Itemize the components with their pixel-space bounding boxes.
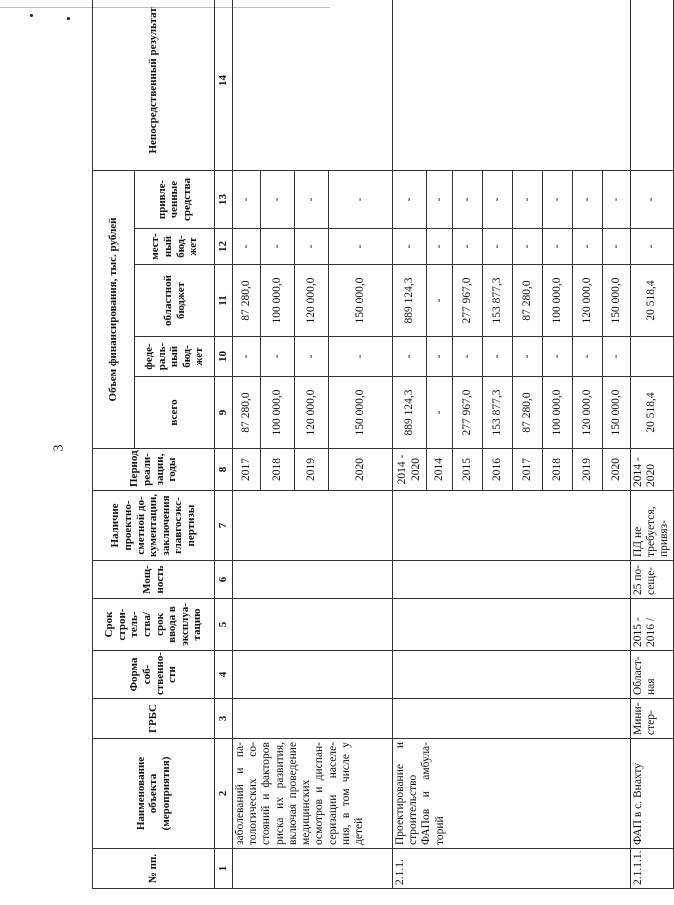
- year-cell: 2019: [295, 449, 329, 491]
- total-cell: 100 000,0: [543, 377, 573, 449]
- local-cell: -: [513, 229, 543, 265]
- local-cell: -: [603, 229, 631, 265]
- total-cell: 150 000,0: [603, 377, 631, 449]
- other-cell: -: [233, 170, 261, 228]
- federal-cell: -: [483, 337, 513, 377]
- col-number: 10: [215, 337, 233, 377]
- local-cell: -: [573, 229, 603, 265]
- header-term: Срок строительства/срок ввода в эксплуатацию: [93, 599, 215, 651]
- header-grbs: ГРБС: [93, 699, 215, 739]
- result-cell: [233, 0, 393, 170]
- financing-table: [92, 0, 674, 889]
- term-cell: [233, 599, 393, 651]
- year-cell: 2014 - 2020: [631, 449, 674, 491]
- local-cell: -: [393, 229, 427, 265]
- col-number: 8: [215, 449, 233, 491]
- regional-cell: 120 000,0: [573, 265, 603, 337]
- table-row: [393, 0, 427, 889]
- docs-cell: [233, 491, 393, 561]
- federal-cell: -: [295, 337, 329, 377]
- docs-cell: ПД не требуется, привяз-: [631, 491, 674, 561]
- year-cell: 2018: [261, 449, 295, 491]
- federal-cell: -: [261, 337, 295, 377]
- local-cell: -: [295, 229, 329, 265]
- header-num: № пп.: [93, 849, 215, 889]
- row-name-cell: Проектирование и строительство ФАПов и амбулаторий: [393, 739, 631, 849]
- capacity-cell: 25 посеще-: [631, 561, 674, 599]
- federal-cell: -: [543, 337, 573, 377]
- header-other: привлеченные средства: [135, 170, 215, 228]
- grbs-cell: [233, 699, 393, 739]
- term-cell: 2015 - 2016 /: [631, 599, 674, 651]
- col-number: 9: [215, 377, 233, 449]
- total-cell: 277 967,0: [453, 377, 483, 449]
- year-cell: 2016: [483, 449, 513, 491]
- regional-cell: -: [427, 265, 453, 337]
- column-number-row: [215, 0, 233, 889]
- year-cell: 2017: [513, 449, 543, 491]
- year-cell: 2019: [573, 449, 603, 491]
- total-cell: 120 000,0: [573, 377, 603, 449]
- header-docs: Наличие проектно-сметной документации, заключения главгосэкспертизы: [93, 491, 215, 561]
- other-cell: -: [543, 170, 573, 228]
- other-cell: -: [483, 170, 513, 228]
- row-name-cell: заболеваний и патологических состояний и факторов риска их развития, включая проведение медицинских осмотров и диспансеризации населения, в том числе у детей: [233, 739, 393, 849]
- table-row: [631, 0, 674, 889]
- header-result: Непосредственный результат: [93, 0, 215, 170]
- year-cell: 2020: [329, 449, 393, 491]
- local-cell: -: [427, 229, 453, 265]
- other-cell: -: [453, 170, 483, 228]
- year-cell: 2020: [603, 449, 631, 491]
- regional-cell: 153 877,3: [483, 265, 513, 337]
- scan-dot: [67, 17, 70, 20]
- regional-cell: 87 280,0: [233, 265, 261, 337]
- federal-cell: -: [233, 337, 261, 377]
- row-num-cell: 2.1.1.1.: [631, 849, 674, 889]
- header-capacity: Мощность: [93, 561, 215, 599]
- federal-cell: -: [513, 337, 543, 377]
- total-cell: 120 000,0: [295, 377, 329, 449]
- total-cell: 150 000,0: [329, 377, 393, 449]
- scan-dot: [30, 14, 33, 17]
- header-local: местный бюджет: [135, 229, 215, 265]
- header-row: [93, 0, 135, 889]
- total-cell: -: [427, 377, 453, 449]
- federal-cell: [631, 337, 674, 377]
- result-cell: [631, 0, 674, 170]
- header-period: Период реализации, годы: [93, 449, 215, 491]
- header-name: Наименование объекта (мероприятия): [93, 739, 215, 849]
- rotated-table-container: [92, 7, 671, 889]
- regional-cell: 889 124,3: [393, 265, 427, 337]
- federal-cell: -: [427, 337, 453, 377]
- federal-cell: -: [453, 337, 483, 377]
- other-cell: -: [603, 170, 631, 228]
- other-cell: -: [631, 170, 674, 228]
- regional-cell: 120 000,0: [295, 265, 329, 337]
- col-number: 2: [215, 739, 233, 849]
- other-cell: -: [427, 170, 453, 228]
- federal-cell: -: [393, 337, 427, 377]
- col-number: 14: [215, 0, 233, 170]
- total-cell: 100 000,0: [261, 377, 295, 449]
- header-total: всего: [135, 377, 215, 449]
- total-cell: 87 280,0: [233, 377, 261, 449]
- col-number: 7: [215, 491, 233, 561]
- result-cell: [393, 0, 631, 170]
- col-number: 11: [215, 265, 233, 337]
- federal-cell: -: [603, 337, 631, 377]
- other-cell: -: [393, 170, 427, 228]
- docs-cell: [393, 491, 631, 561]
- federal-cell: -: [573, 337, 603, 377]
- col-number: 6: [215, 561, 233, 599]
- header-financing: Объем финансирования, тыс. рублей: [93, 170, 135, 448]
- grbs-cell: [393, 699, 631, 739]
- regional-cell: 150 000,0: [603, 265, 631, 337]
- total-cell: 889 124,3: [393, 377, 427, 449]
- capacity-cell: [233, 561, 393, 599]
- regional-cell: 277 967,0: [453, 265, 483, 337]
- regional-cell: 100 000,0: [261, 265, 295, 337]
- local-cell: -: [631, 229, 674, 265]
- table-row: [233, 0, 261, 889]
- year-cell: 2014: [427, 449, 453, 491]
- grbs-cell: Министер-: [631, 699, 674, 739]
- regional-cell: 87 280,0: [513, 265, 543, 337]
- other-cell: -: [295, 170, 329, 228]
- other-cell: -: [573, 170, 603, 228]
- regional-cell: 100 000,0: [543, 265, 573, 337]
- year-cell: 2014 - 2020: [393, 449, 427, 491]
- year-cell: 2018: [543, 449, 573, 491]
- other-cell: -: [261, 170, 295, 228]
- ownership-cell: Областная: [631, 651, 674, 699]
- col-number: 13: [215, 170, 233, 228]
- federal-cell: -: [329, 337, 393, 377]
- year-cell: 2015: [453, 449, 483, 491]
- row-name-cell: ФАП в с. Внахту: [631, 739, 674, 849]
- total-cell: 87 280,0: [513, 377, 543, 449]
- col-number: 5: [215, 599, 233, 651]
- header-regional: областной бюджет: [135, 265, 215, 337]
- total-cell: 153 877,3: [483, 377, 513, 449]
- row-num-cell: [233, 849, 393, 889]
- header-ownership: Форма собственности: [93, 651, 215, 699]
- header-federal: федеральный бюджет: [135, 337, 215, 377]
- col-number: 3: [215, 699, 233, 739]
- ownership-cell: [393, 651, 631, 699]
- local-cell: -: [543, 229, 573, 265]
- capacity-cell: [393, 561, 631, 599]
- local-cell: -: [329, 229, 393, 265]
- local-cell: -: [261, 229, 295, 265]
- other-cell: -: [329, 170, 393, 228]
- ownership-cell: [233, 651, 393, 699]
- local-cell: -: [233, 229, 261, 265]
- col-number: 1: [215, 849, 233, 889]
- col-number: 12: [215, 229, 233, 265]
- other-cell: -: [513, 170, 543, 228]
- term-cell: [393, 599, 631, 651]
- row-num-cell: 2.1.1.: [393, 849, 631, 889]
- col-number: 4: [215, 651, 233, 699]
- year-cell: 2017: [233, 449, 261, 491]
- local-cell: -: [453, 229, 483, 265]
- local-cell: -: [483, 229, 513, 265]
- regional-cell: 150 000,0: [329, 265, 393, 337]
- page-number: 3: [51, 444, 67, 452]
- regional-cell: 20 518,4: [631, 265, 674, 337]
- total-cell: 20 518,4: [631, 377, 674, 449]
